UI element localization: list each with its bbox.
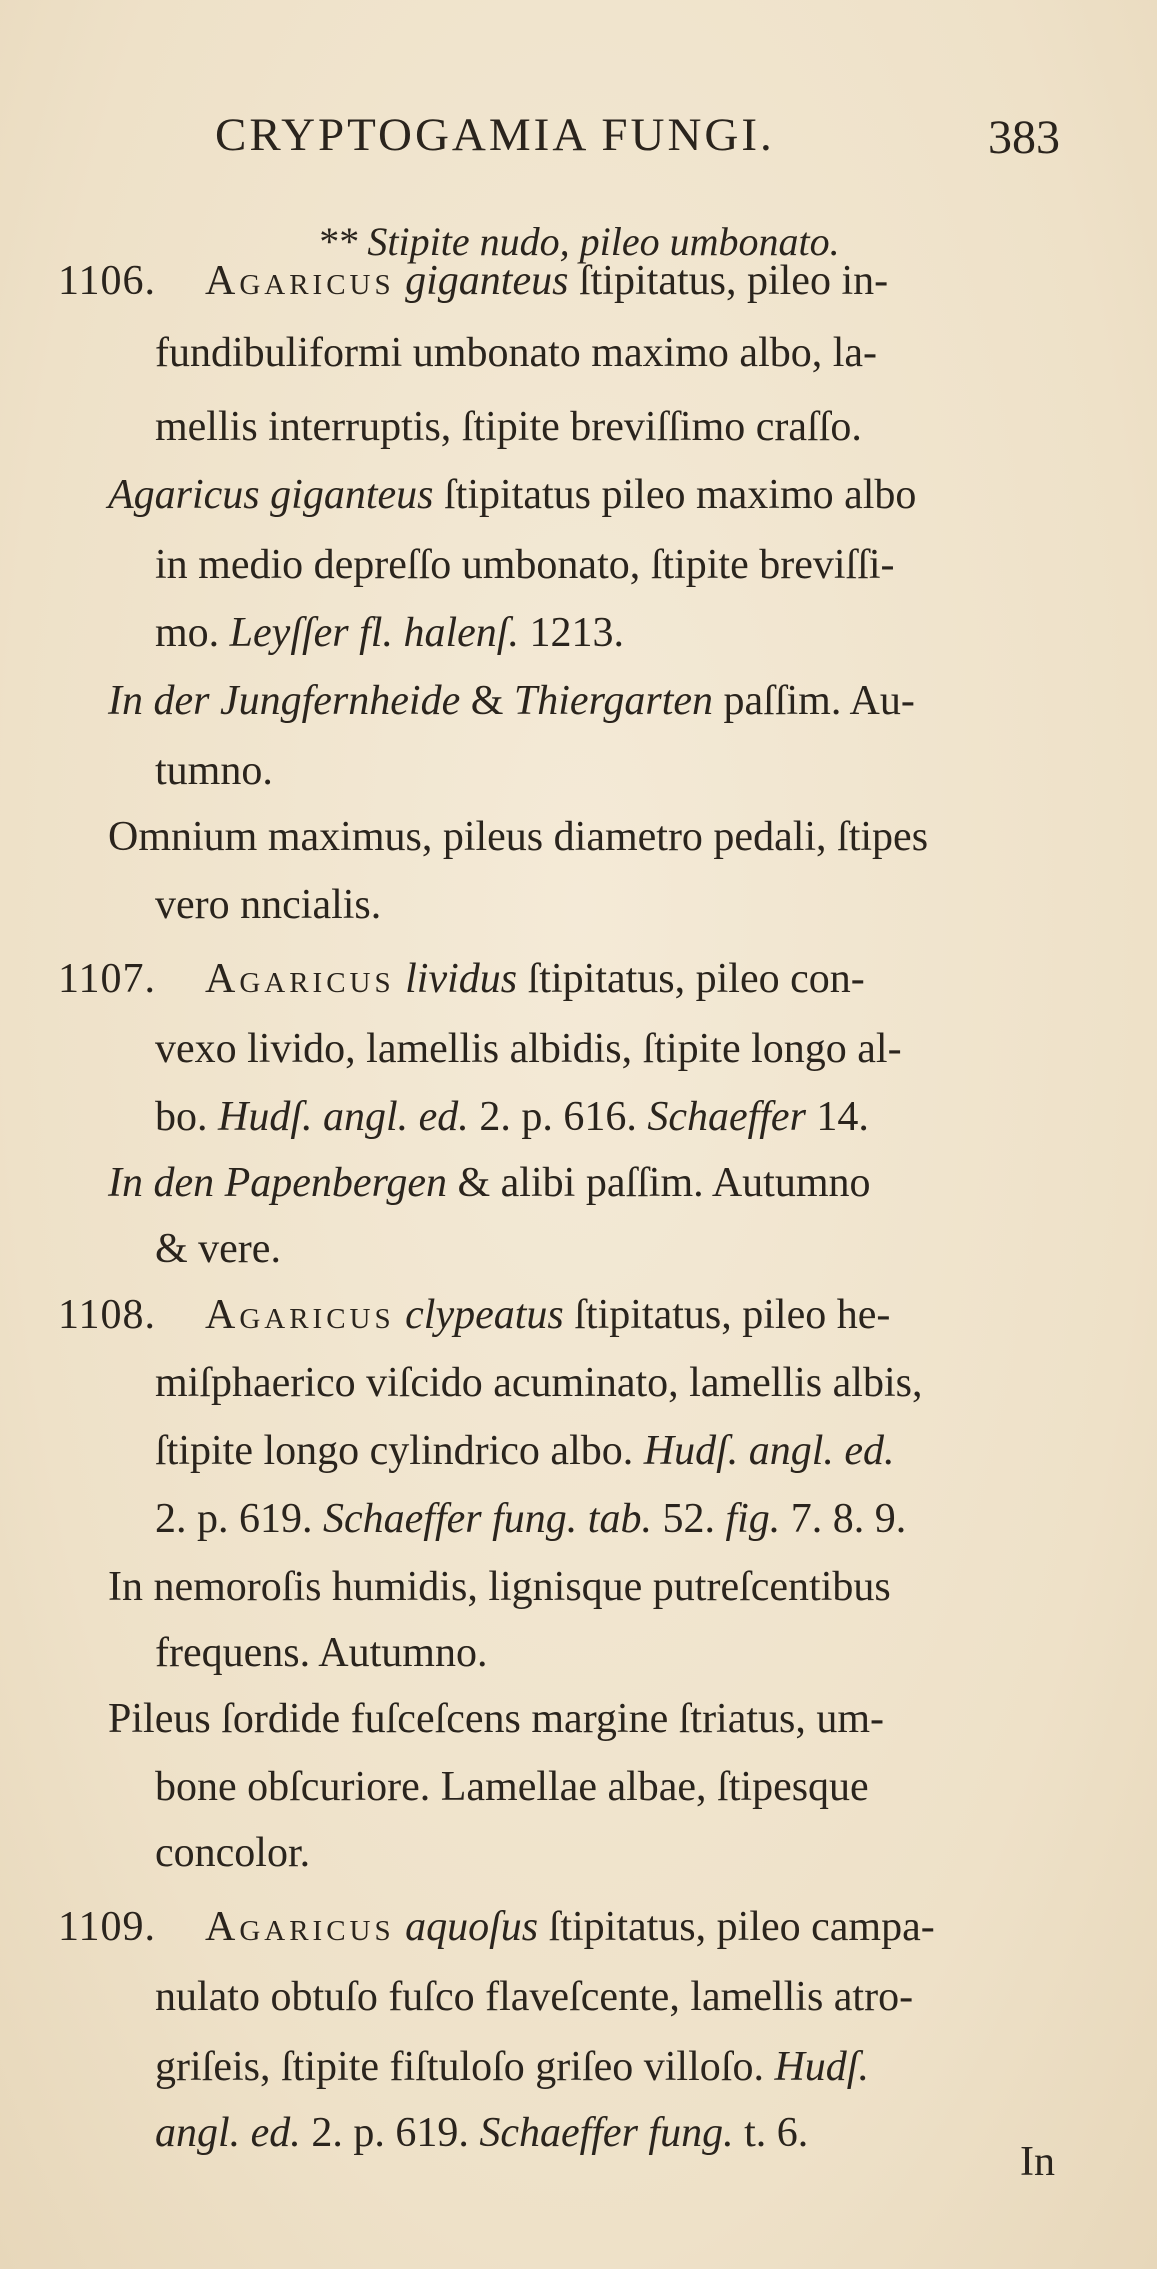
text-run: ſtipitatus, pileo con- [517,956,865,1002]
text-line [108,1698,884,1740]
italic-text: clypeatus [405,1292,564,1338]
text-run [395,956,406,1002]
text-run: & vere. [155,1226,281,1272]
text-line [155,1430,895,1472]
text-line [155,612,624,654]
text-run: ſtipitatus, pileo he- [563,1292,891,1338]
text-line [155,1228,281,1270]
text-run: in medio depreſſo umbonato, ſtipite breviſſi- [155,542,895,588]
text-run: mo. [155,610,230,656]
entry-number: 1107. [58,956,156,1002]
text-line [155,2046,869,2088]
text-run: frequens. Autumno. [155,1630,488,1676]
text-line [155,1632,487,1674]
text-line [155,2112,808,2154]
text-run: t. 6. [733,2110,809,2156]
genus-name: Agaricus [205,258,395,304]
text-line [108,1566,891,1608]
italic-text: Hudſ. [774,2044,869,2090]
text-run: Pileus ſordide fuſceſcens margine ſtriatus, um- [108,1696,885,1742]
text-run: In nemoroſis humidis, lignisque putreſcentibus [108,1564,891,1610]
text-line [155,1028,902,1070]
text-line [155,1976,913,2018]
text-run: miſphaerico viſcido acuminato, lamellis albis, [155,1360,923,1406]
text-run: mellis interruptis, ſtipite breviſſimo craſſo. [155,404,862,450]
italic-text: Agaricus giganteus [108,472,434,518]
text-run: nulato obtuſo fuſco flaveſcente, lamellis atro- [155,1974,914,2020]
text-run: 1213. [518,610,624,656]
italic-text: Schaeffer fung. [479,2110,734,2156]
text-run: vexo livido, lamellis albidis, ſtipite longo al- [155,1026,902,1072]
italic-text: Leyſſer fl. halenſ. [229,610,519,656]
entry-number: 1108. [58,1292,156,1338]
catchword: In [1020,2139,1055,2185]
text-run: 7. 8. 9. [780,1496,907,1542]
text-run [395,1292,406,1338]
text-line [155,332,877,374]
entry-number: 1106. [58,258,156,304]
italic-text: Hudſ. angl. ed. [643,1428,895,1474]
italic-text: angl. ed. [155,2110,301,2156]
text-line [155,1498,906,1540]
text-line [155,406,862,448]
text-line [108,680,915,722]
text-line [108,474,916,516]
text-line [155,544,895,586]
text-run [395,1904,406,1950]
text-run: 52. [651,1496,726,1542]
text-run: bone obſcuriore. Lamellae albae, ſtipesque [155,1764,869,1810]
text-line [155,884,381,926]
italic-text: Hudſ. angl. ed. [218,1094,469,1140]
text-run: concolor. [155,1830,311,1876]
text-line [108,816,928,858]
page-header [0,108,1157,178]
text-run: 2. p. 616. [468,1094,648,1140]
italic-text: Thiergarten [513,678,714,724]
page-number: 383 [988,111,1060,164]
italic-text: Schaeffer [647,1094,806,1140]
text-run: Omnium maximus, pileus diametro pedali, ſtipes [108,814,929,860]
text-line [155,1766,869,1808]
italic-text: lividus [405,956,518,1002]
text-run: bo. [155,1094,218,1140]
text-run: ſtipitatus, pileo in- [568,258,889,304]
text-run: ſtipitatus, pileo campa- [538,1904,935,1950]
italic-text: In der Jungfernheide [108,678,461,724]
text-line [155,1362,922,1404]
italic-text: fig. [725,1496,781,1542]
italic-text: Schaeffer fung. tab. [323,1496,652,1542]
italic-text: aquoſus [405,1904,539,1950]
text-run: 14. [805,1094,869,1140]
text-run: tumno. [155,748,273,794]
section-heading: ** Stipite nudo, pileo umbonato. [317,219,840,264]
italic-text: In den Papenbergen [108,1160,447,1206]
running-head: CRYPTOGAMIA FUNGI. [215,109,775,161]
genus-name: Agaricus [205,956,395,1002]
text-run: 2. p. 619. [300,2110,480,2156]
text-run: 2. p. 619. [155,1496,323,1542]
text-line [108,1162,871,1204]
text-run: ſtipite longo cylindrico albo. [155,1428,644,1474]
text-run: & [460,678,514,724]
entry-number: 1109. [58,1904,156,1950]
text-run: vero nncialis. [155,882,382,928]
text-line [155,1096,869,1138]
text-run: paſſim. Au- [713,678,915,724]
text-run: griſeis, ſtipite fiſtuloſo griſeo villoſo. [155,2044,775,2090]
text-run: fundibuliformi umbonato maximo albo, la- [155,330,878,376]
italic-text: giganteus [405,258,569,304]
text-line [155,1832,310,1874]
text-run: & alibi paſſim. Autumno [447,1160,871,1206]
genus-name: Agaricus [205,1292,395,1338]
genus-name: Agaricus [205,1904,395,1950]
text-run [395,258,406,304]
text-line [155,750,273,792]
text-run: ſtipitatus pileo maximo albo [433,472,917,518]
